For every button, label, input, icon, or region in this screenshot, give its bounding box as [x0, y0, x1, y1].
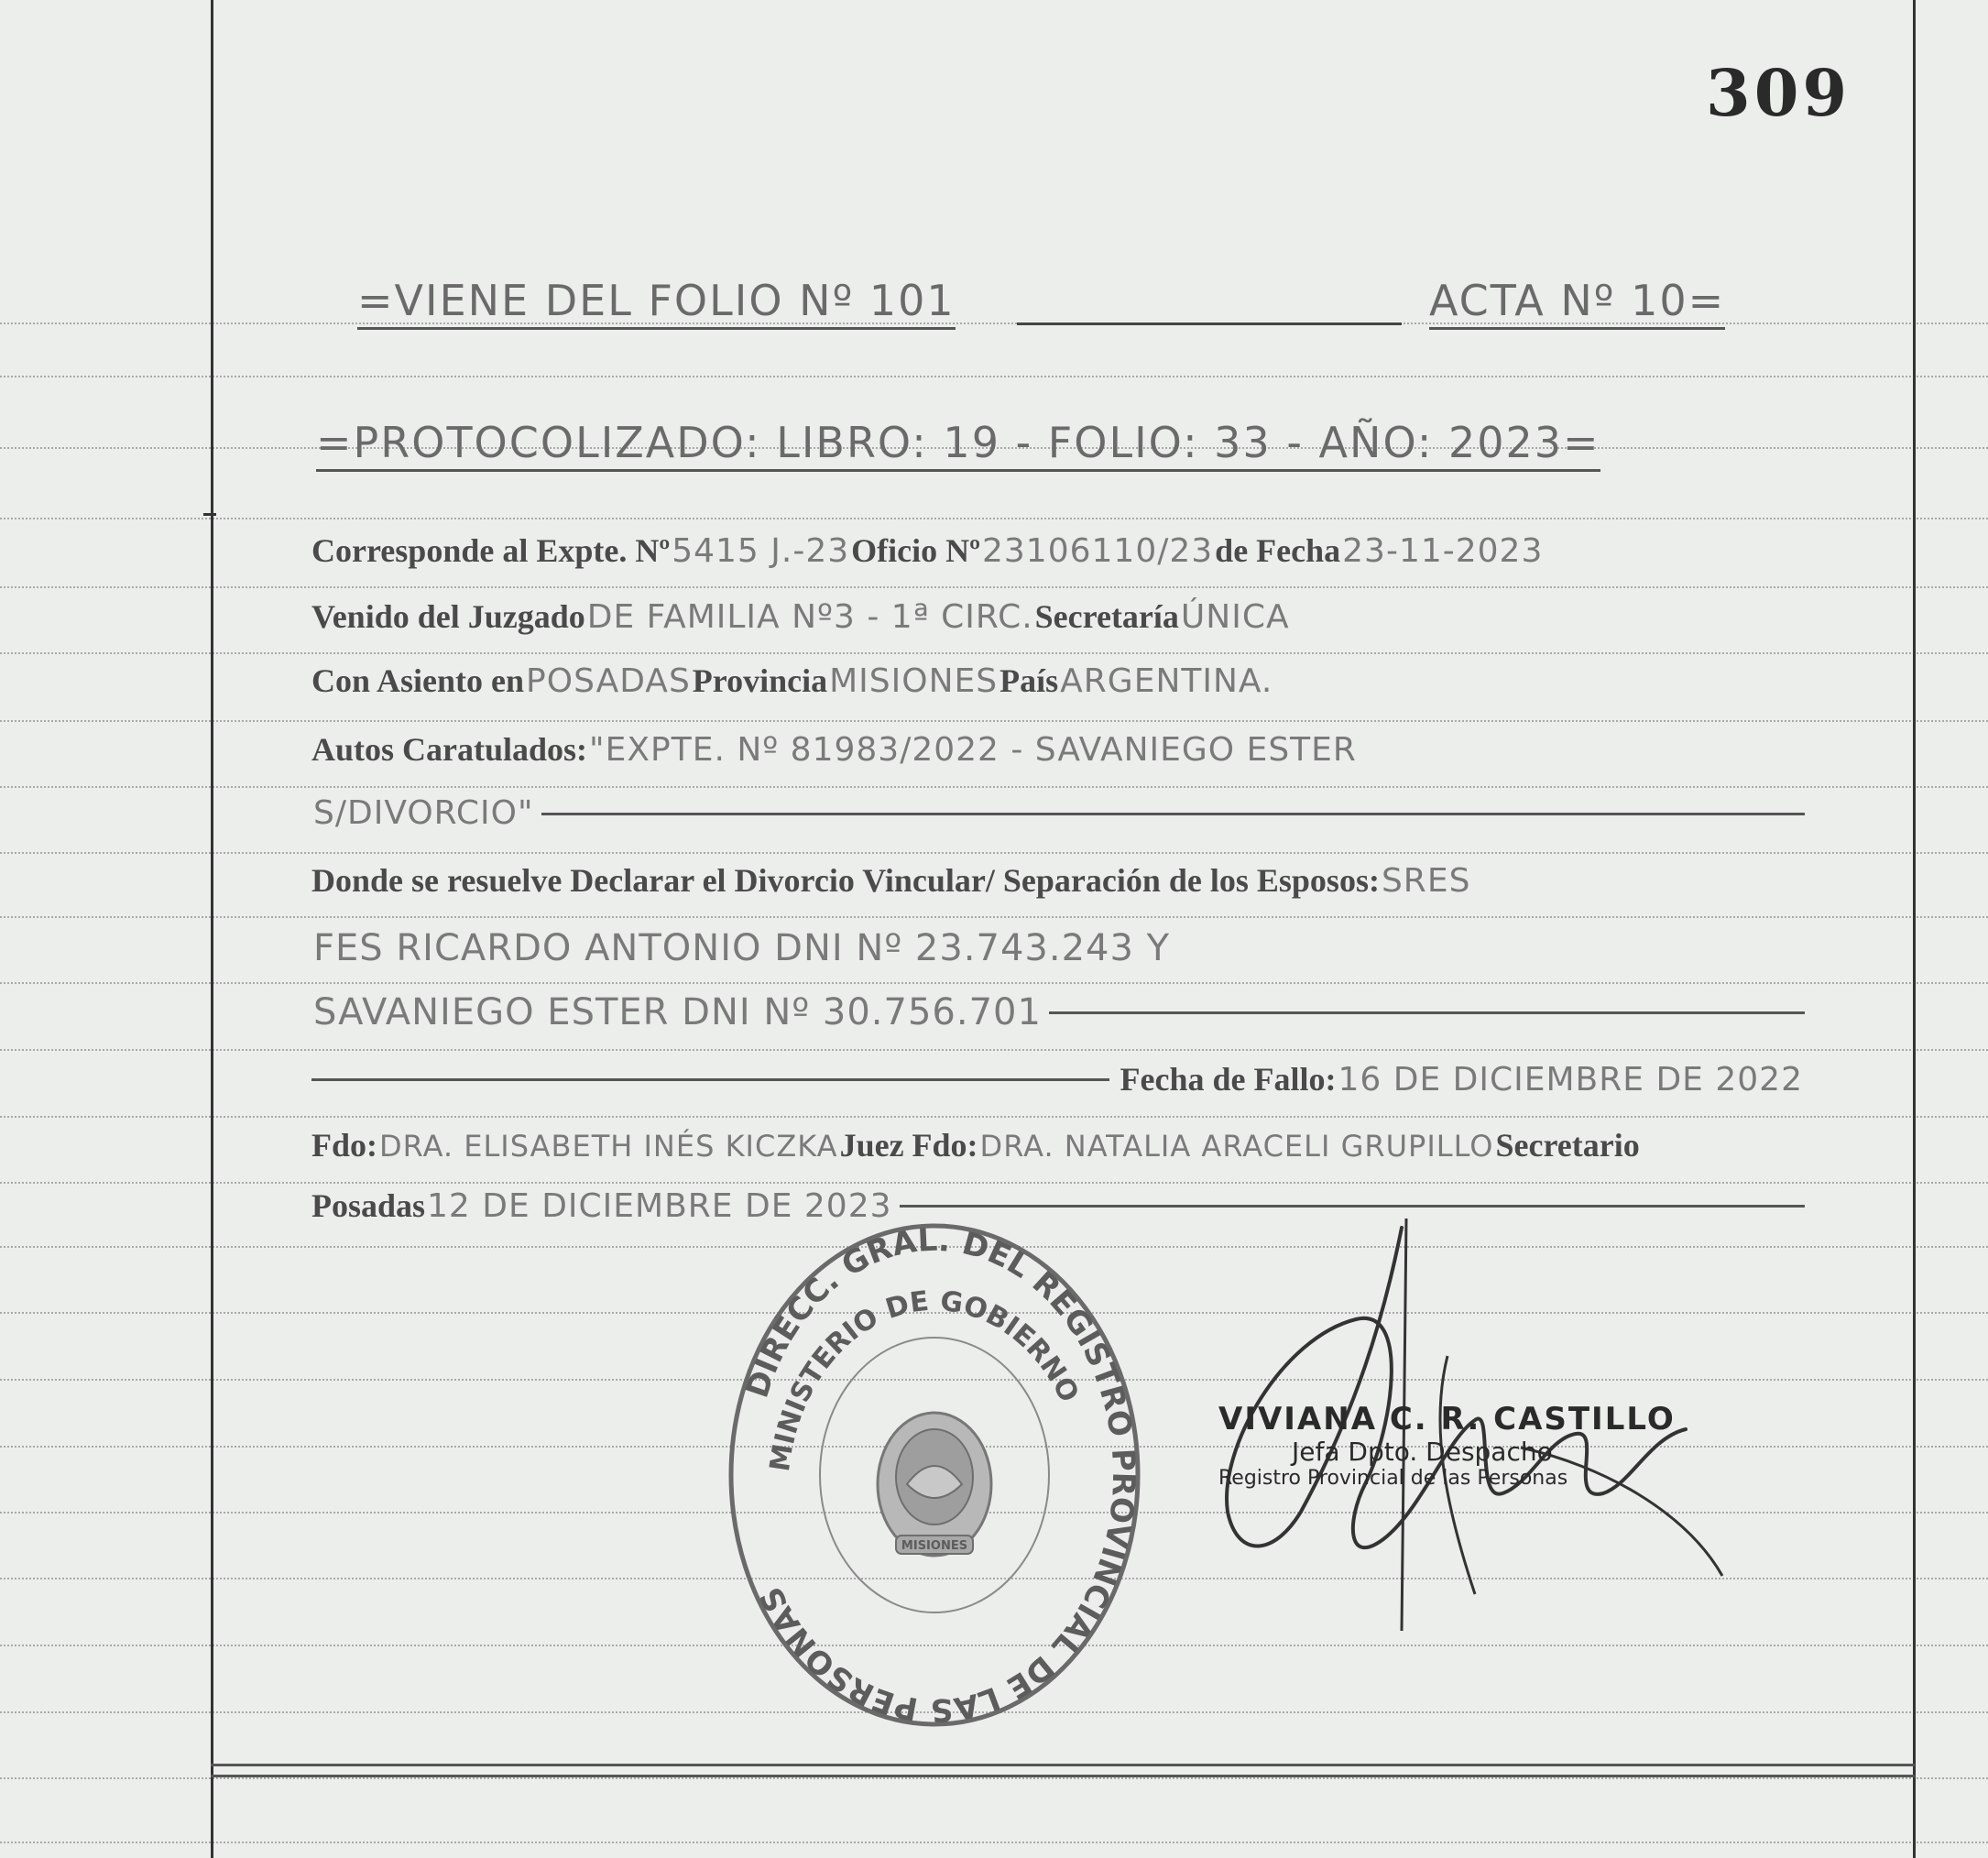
juzgado-value: DE FAMILIA Nº3 - 1ª CIRC.: [586, 598, 1033, 636]
row-esposa: [311, 991, 1805, 1033]
row-fallo: [311, 1063, 1805, 1097]
autos-value-2: S/DIVORCIO": [313, 794, 534, 832]
stamp-outer-textpath: DIRECC. GRAL. DEL REGISTRO PROVINCIAL DE LAS PERSONAS: [738, 1221, 1142, 1729]
row-expediente: [311, 534, 1805, 568]
autos-label: Autos Caratulados:: [311, 731, 588, 768]
official-stamp: [724, 1219, 1145, 1732]
secretaria-label: Secretaría: [1034, 598, 1179, 635]
acta-number-text: ACTA Nº 10=: [1429, 276, 1725, 330]
oficio-value: 23106110/23: [982, 532, 1214, 570]
protocolizado-text: =PROTOCOLIZADO: LIBRO: 19 - FOLIO: 33 - AÑO: 2023=: [316, 418, 1600, 472]
fdo-label: Fdo:: [311, 1127, 377, 1164]
fallo-fill-line: [311, 1078, 1109, 1081]
signatory-name: VIVIANA C. R. CASTILLO: [1218, 1401, 1676, 1437]
resuelve-label: Donde se resuelve Declarar el Divorcio Vincular/ Separación de los Esposos:: [311, 862, 1380, 899]
autos-fill-line: [541, 813, 1805, 815]
secretario-label: Secretario: [1495, 1127, 1640, 1164]
posadas-label: Posadas: [311, 1187, 426, 1224]
row-resuelve: [311, 864, 1805, 898]
folio-number: 309: [1706, 55, 1851, 131]
left-margin-line: [211, 0, 213, 1858]
expte-label: Corresponde al Expte. Nº: [311, 532, 671, 569]
resuelve-value: SRES: [1381, 862, 1471, 900]
signatory-organization: Registro Provincial de las Personas: [1218, 1467, 1568, 1491]
row-juzgado: [311, 600, 1805, 634]
provincia-value: MISIONES: [829, 662, 999, 700]
row-asiento: [311, 664, 1805, 698]
row-autos: [311, 733, 1805, 767]
pais-value: ARGENTINA.: [1060, 662, 1273, 700]
row-autos-cont: [311, 794, 1805, 832]
fallo-value: 16 DE DICIEMBRE DE 2022: [1338, 1061, 1803, 1098]
expte-value: 5415 J.-23: [672, 532, 850, 570]
pais-label: País: [999, 662, 1059, 699]
right-border-line: [1913, 0, 1916, 1858]
stamp-inner-textpath: MINISTERIO DE GOBIERNO: [763, 1284, 1086, 1474]
juez-value: DRA. ELISABETH INÉS KICZKA: [379, 1129, 838, 1164]
secretaria-value: ÚNICA: [1180, 598, 1290, 636]
header-fill-line: [1017, 322, 1402, 325]
provincia-label: Provincia: [692, 662, 828, 699]
juez-label: Juez Fdo:: [839, 1127, 978, 1164]
row-esposo: [311, 927, 1805, 969]
esposa-line: SAVANIEGO ESTER DNI Nº 30.756.701: [313, 991, 1042, 1033]
fecha-label: de Fecha: [1215, 532, 1341, 569]
juzgado-label: Venido del Juzgado: [311, 598, 585, 635]
fecha-value: 23-11-2023: [1342, 532, 1544, 570]
esposa-fill-line: [1049, 1011, 1805, 1014]
protocolizado-line: [316, 418, 1600, 467]
viene-del-folio-text: =VIENE DEL FOLIO Nº 101: [357, 276, 956, 330]
secretario-value: DRA. NATALIA ARACELI GRUPILLO: [979, 1129, 1494, 1164]
viene-del-folio: [357, 276, 956, 325]
asiento-label: Con Asiento en: [311, 662, 525, 699]
oficio-label: Oficio Nº: [851, 532, 980, 569]
signatory-role: Jefa Dpto. Despacho: [1292, 1437, 1553, 1468]
asiento-value: POSADAS: [526, 662, 691, 700]
row-firmas: [311, 1129, 1805, 1162]
signature-block: [1218, 1402, 1676, 1491]
coat-of-arms-label: MISIONES: [901, 1539, 968, 1553]
posadas-value: 12 DE DICIEMBRE DE 2023: [427, 1187, 892, 1225]
acta-number: [1429, 276, 1726, 325]
posadas-fill-line: [900, 1205, 1805, 1208]
fallo-label: Fecha de Fallo:: [1120, 1061, 1337, 1098]
margin-tick: [203, 513, 216, 516]
coat-of-arms-icon: [878, 1413, 991, 1556]
esposo-line: FES RICARDO ANTONIO DNI Nº 23.743.243 Y: [313, 927, 1171, 969]
autos-value-1: "EXPTE. Nº 81983/2022 - SAVANIEGO ESTER: [589, 731, 1357, 769]
